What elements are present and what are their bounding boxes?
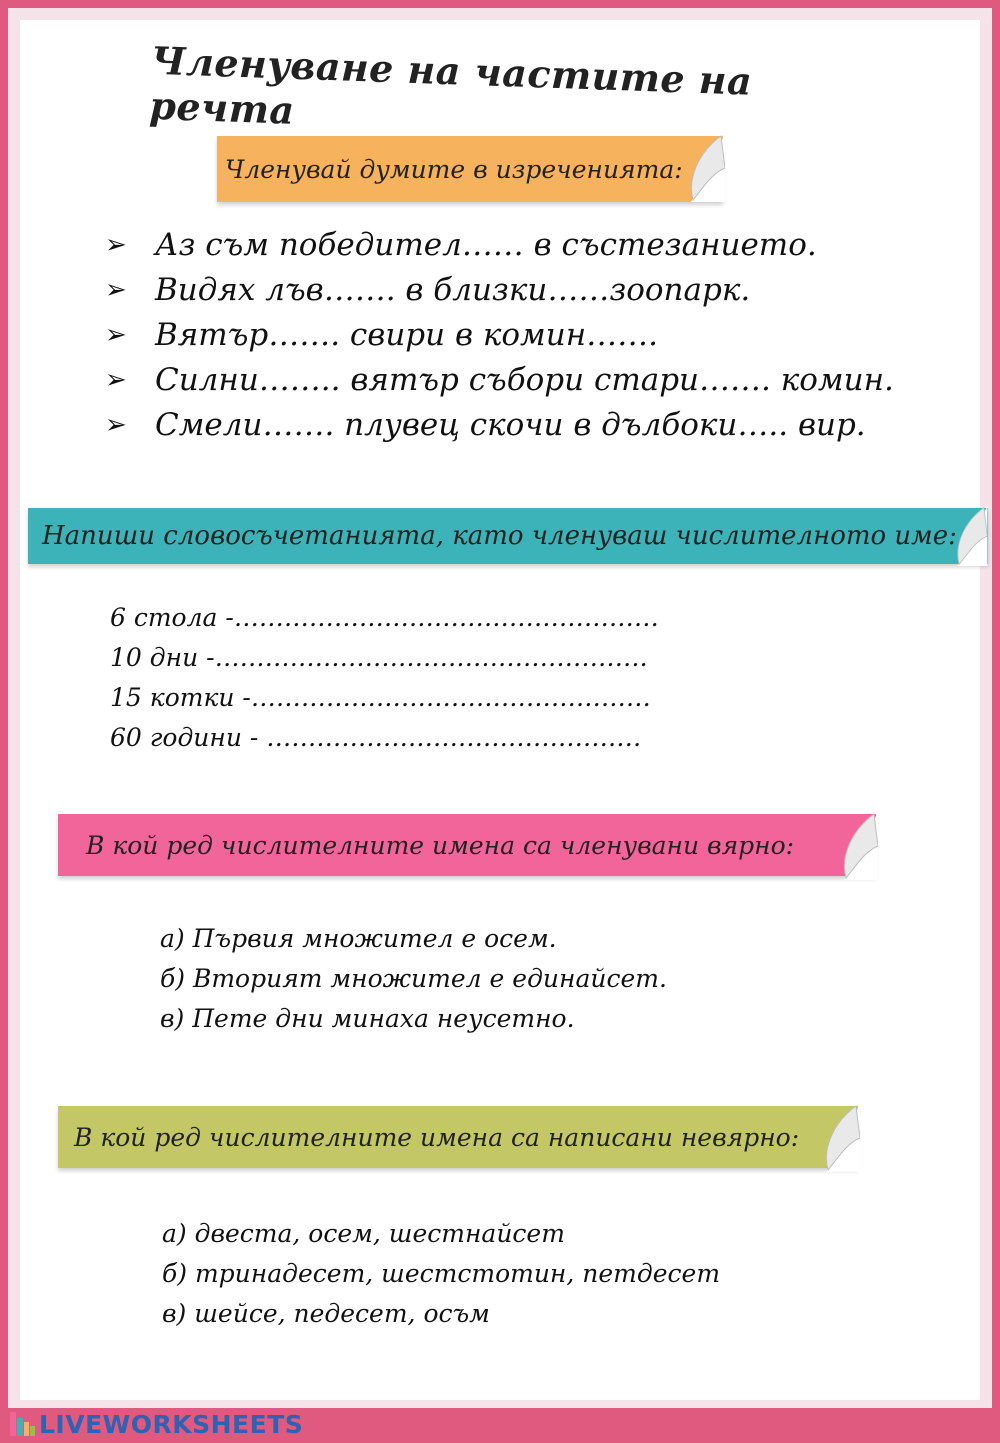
phrase-line: 15 котки -………………………………………… — [110, 683, 651, 712]
sentence-text: Видях лъв……. в близки……зоопарк. — [155, 271, 751, 308]
arrow-bullet-icon: ➢ — [105, 229, 127, 260]
sentence-list — [105, 222, 894, 447]
phrase-line: 60 години - ……………………………………… — [110, 723, 642, 752]
phrase-line: 6 стола -…………………………………………… — [110, 603, 659, 632]
page-curl-icon — [834, 812, 878, 880]
phrase-list — [110, 603, 659, 763]
page-curl-icon — [816, 1104, 860, 1172]
answer-option[interactable]: в) шейсе, педесет, осъм — [162, 1299, 490, 1328]
liveworksheets-logo-icon — [10, 1412, 36, 1436]
phrase-line: 10 дни -……………………………………………. — [110, 643, 648, 672]
section2-heading: Напиши словосъчетанията, като членуваш числителното име: — [42, 521, 957, 551]
worksheet-title: Членуване на частите на речта — [148, 37, 753, 133]
section3-heading: В кой ред числителните имена са членувани вярно: — [86, 830, 795, 860]
page-curl-icon — [681, 134, 725, 202]
section2-heading-banner — [28, 508, 988, 564]
section4-heading: В кой ред числителните имена са написани невярно: — [74, 1122, 800, 1152]
section1-heading-banner — [217, 136, 723, 202]
answer-option[interactable]: а) Първия множител е осем. — [160, 924, 557, 953]
arrow-bullet-icon: ➢ — [105, 364, 127, 395]
page-curl-icon — [946, 506, 990, 566]
answer-option[interactable]: в) Пете дни минаха неусетно. — [160, 1004, 575, 1033]
arrow-bullet-icon: ➢ — [105, 319, 127, 350]
section1-heading: Членувай думите в изреченията: — [225, 154, 683, 184]
arrow-bullet-icon: ➢ — [105, 274, 127, 305]
sentence-text: Смели……. плувец скочи в дълбоки….. вир. — [155, 406, 866, 443]
sentence-text: Силни…….. вятър събори стари……. комин. — [155, 361, 894, 398]
liveworksheets-logo — [10, 1409, 303, 1439]
section3-heading-banner — [58, 814, 876, 876]
arrow-bullet-icon: ➢ — [105, 409, 127, 440]
list-item — [105, 222, 894, 267]
sentence-text: Вятър……. свири в комин……. — [155, 316, 658, 353]
answer-option[interactable]: б) Вторият множител е единайсет. — [160, 964, 667, 993]
answer-option[interactable]: б) тринадесет, шестстотин, петдесет — [162, 1259, 721, 1288]
answer-option[interactable]: а) двеста, осем, шестнайсет — [162, 1219, 565, 1248]
list-item — [105, 267, 894, 312]
answer-options-correct — [160, 924, 667, 1044]
list-item — [105, 357, 894, 402]
sentence-text: Аз съм победител…… в състезанието. — [155, 226, 817, 263]
list-item — [105, 402, 894, 447]
answer-options-incorrect — [162, 1219, 720, 1339]
logo-text: LIVEWORKSHEETS — [39, 1409, 304, 1439]
section4-heading-banner — [58, 1106, 858, 1168]
list-item — [105, 312, 894, 357]
